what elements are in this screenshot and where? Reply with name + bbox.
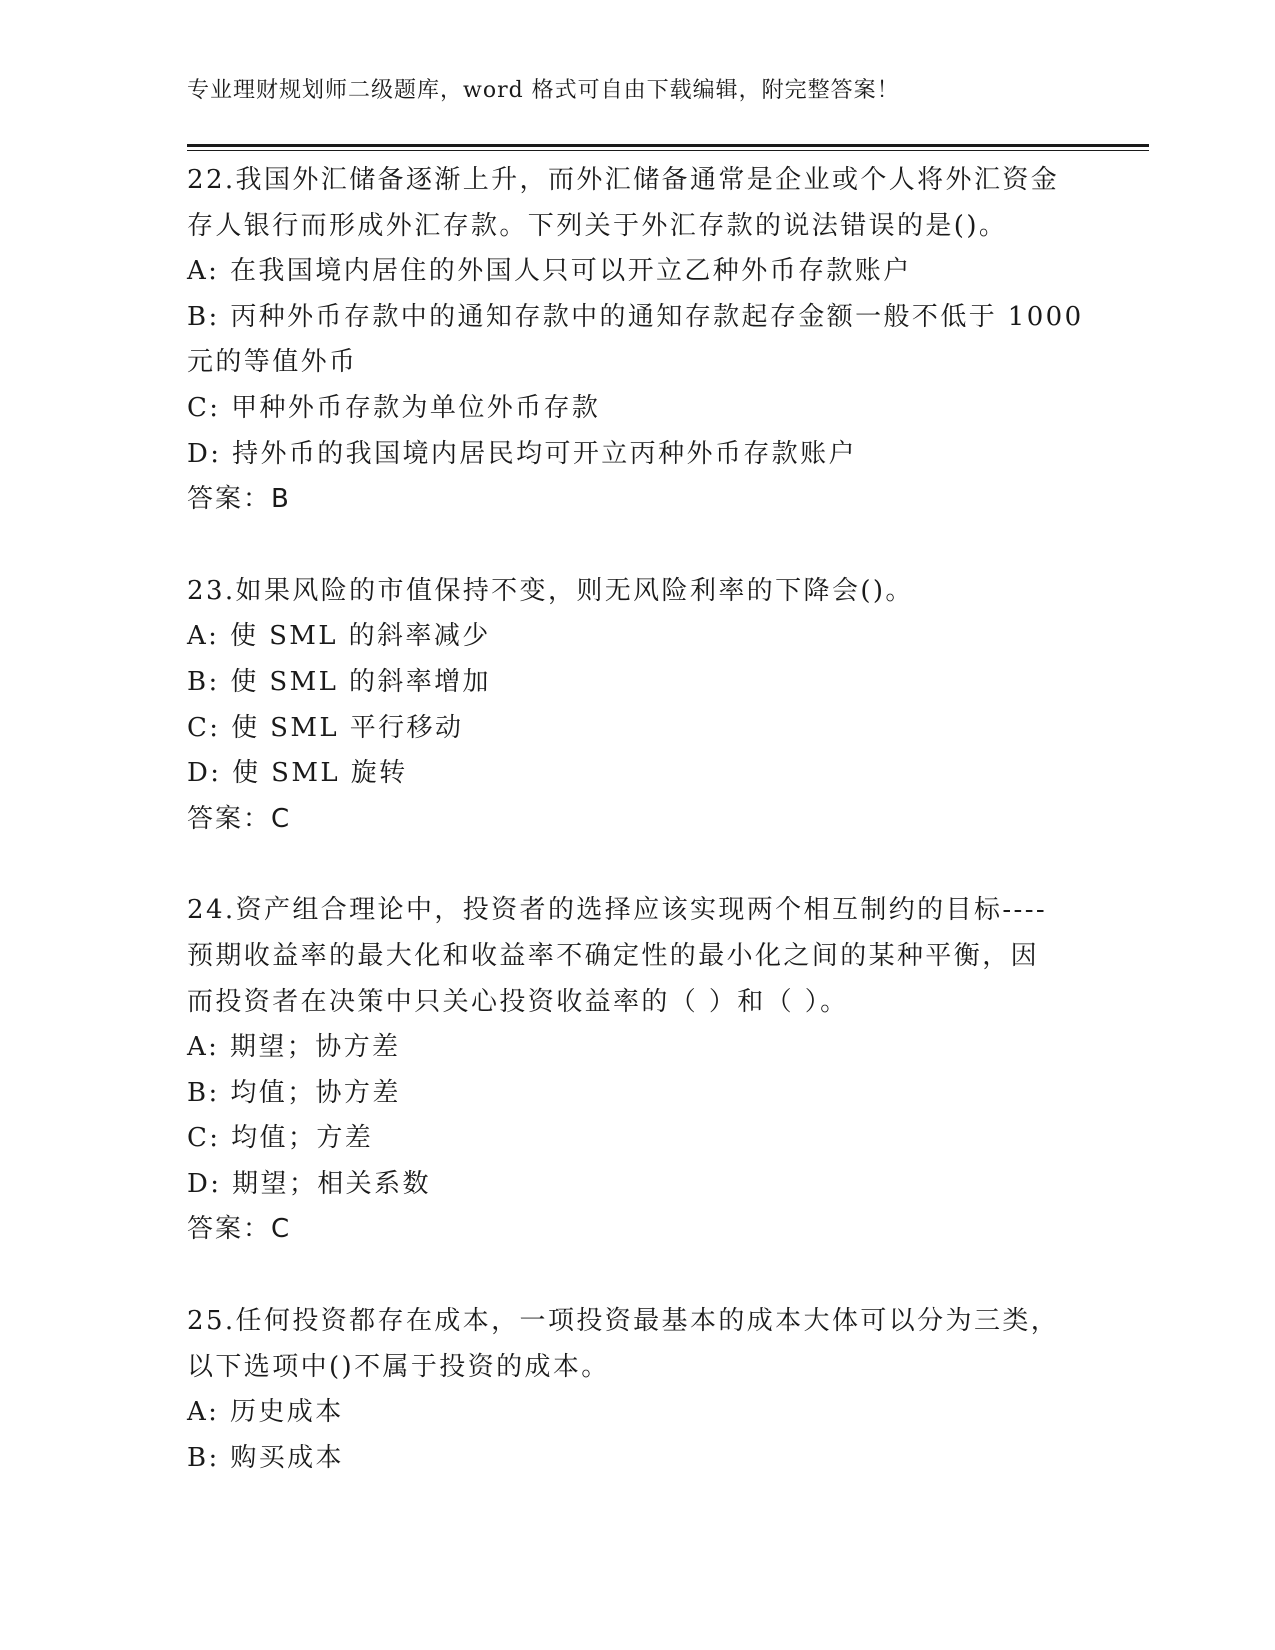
answer-label: 答案：C xyxy=(187,1214,292,1245)
option-c: C: 甲种外币存款为单位外币存款 xyxy=(187,392,601,423)
question-stem-line: 而投资者在决策中只关心投资收益率的（ ）和（ ）。 xyxy=(187,986,849,1017)
option-a: A: 使 SML 的斜率减少 xyxy=(187,621,491,652)
option-b: B: 丙种外币存款中的通知存款中的通知存款起存金额一般不低于 1000 xyxy=(187,301,1084,332)
option-b-continued: 元的等值外币 xyxy=(187,347,358,378)
document-header: 专业理财规划师二级题库，word 格式可自由下载编辑，附完整答案！ xyxy=(187,78,900,103)
option-d: D: 使 SML 旋转 xyxy=(187,758,408,789)
question-stem-line: 22.我国外汇储备逐渐上升，而外汇储备通常是企业或个人将外汇资金 xyxy=(187,165,1060,195)
option-d: D: 期望；相关系数 xyxy=(187,1168,431,1199)
question-stem-line: 24.资产组合理论中，投资者的选择应该实现两个相互制约的目标---- xyxy=(187,895,1048,926)
question-list xyxy=(187,158,1087,1527)
answer-label: 答案：C xyxy=(187,803,292,834)
header-rule-thick xyxy=(187,144,1149,147)
option-c: C: 均值；方差 xyxy=(187,1123,374,1154)
answer-label: 答案：B xyxy=(187,484,291,515)
question-24 xyxy=(187,888,1087,1253)
option-a: A: 期望；协方差 xyxy=(187,1032,401,1063)
question-22 xyxy=(187,158,1087,523)
question-stem-line: 预期收益率的最大化和收益率不确定性的最小化之间的某种平衡，因 xyxy=(187,940,1040,971)
question-stem-line: 以下选项中()不属于投资的成本。 xyxy=(187,1351,610,1382)
option-a: A: 历史成本 xyxy=(187,1397,344,1428)
option-b: B: 均值；协方差 xyxy=(187,1077,401,1108)
question-23 xyxy=(187,569,1087,843)
option-c: C: 使 SML 平行移动 xyxy=(187,712,464,743)
question-stem-line: 存人银行而形成外汇存款。下列关于外汇存款的说法错误的是()。 xyxy=(187,210,1008,241)
option-d: D: 持外币的我国境内居民均可开立丙种外币存款账户 xyxy=(187,438,857,469)
header-rule-thin xyxy=(187,150,1149,151)
question-25 xyxy=(187,1299,1087,1481)
question-stem-line: 23.如果风险的市值保持不变，则无风险利率的下降会()。 xyxy=(187,575,914,606)
question-stem-line: 25.任何投资都存在成本，一项投资最基本的成本大体可以分为三类， xyxy=(187,1306,1060,1337)
option-b: B: 使 SML 的斜率增加 xyxy=(187,666,491,697)
option-a: A: 在我国境内居住的外国人只可以开立乙种外币存款账户 xyxy=(187,256,912,287)
option-b: B: 购买成本 xyxy=(187,1442,344,1473)
